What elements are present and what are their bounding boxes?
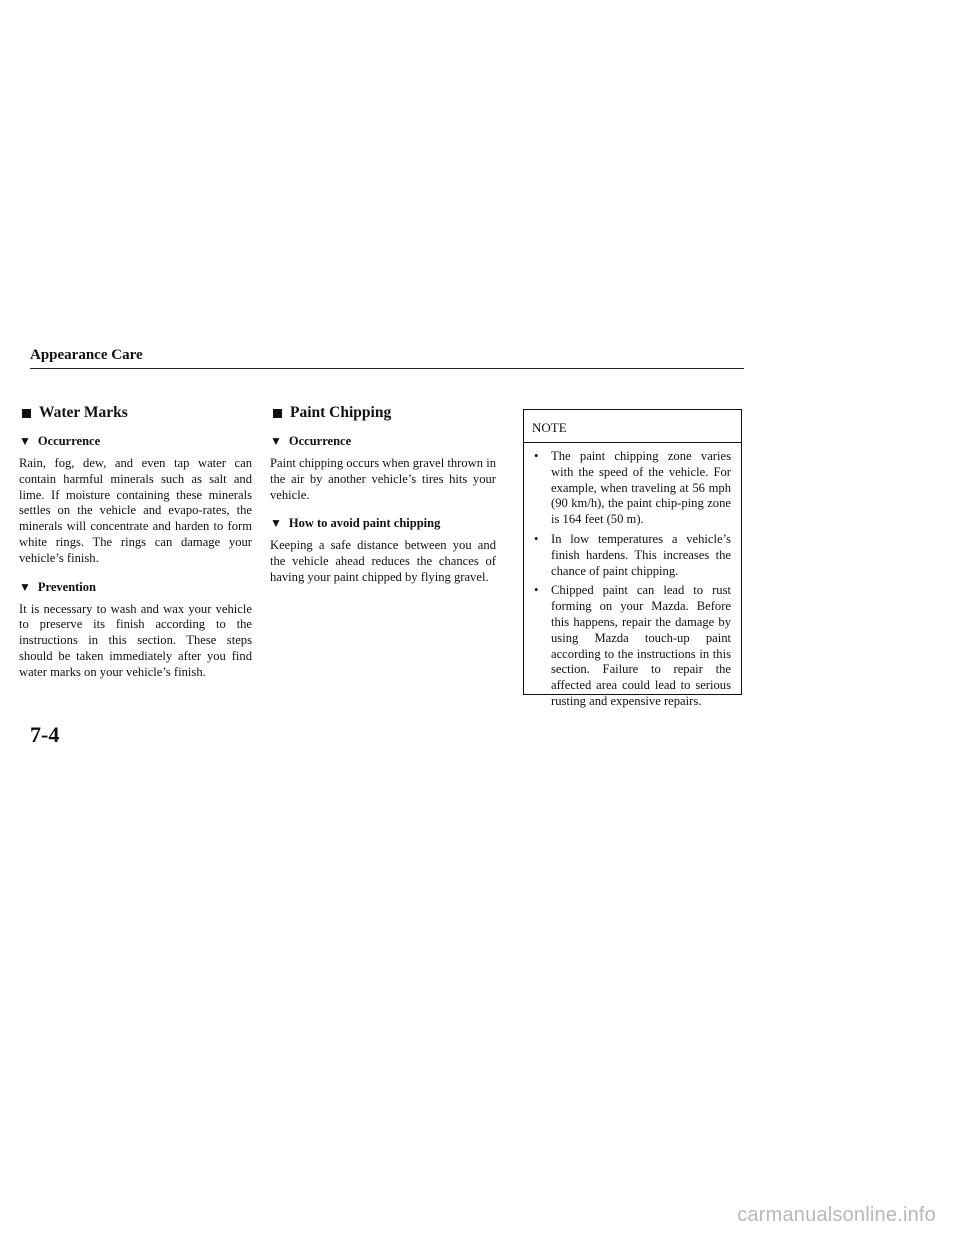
paint-chipping-column <box>270 404 496 599</box>
triangle-down-icon: ▼ <box>19 579 31 594</box>
square-bullet-icon <box>22 409 31 418</box>
triangle-down-icon: ▼ <box>19 434 31 448</box>
water-marks-column <box>19 404 252 694</box>
water-marks-occurrence-heading-text: Occurrence <box>37 434 101 448</box>
paint-chipping-avoid-heading <box>270 516 496 531</box>
note-list <box>524 443 741 710</box>
note-box <box>523 409 742 708</box>
note-item <box>532 449 731 528</box>
water-marks-occurrence-heading <box>19 434 252 449</box>
section-title: Appearance Care <box>30 347 143 363</box>
bullet-icon: • <box>534 449 539 463</box>
paint-chipping-avoid-heading-text: How to avoid paint chipping <box>288 516 441 531</box>
bullet-icon: • <box>534 531 539 546</box>
water-marks-heading-text: Water Marks <box>39 404 128 421</box>
water-marks-heading <box>19 404 252 422</box>
triangle-down-icon: ▼ <box>270 434 282 448</box>
note-item-text: Chipped paint can lead to rust forming on your Mazda. Before this happens, repair the damage by using Mazda touch-up paint according to the instructions in this section. Failure to repair the affected area could lead to serious rusting and expensive repairs. <box>551 583 731 708</box>
note-item <box>532 532 731 579</box>
note-item <box>532 583 731 709</box>
bullet-icon: • <box>534 583 539 598</box>
page-number: 7-4 <box>30 722 60 747</box>
paint-chipping-heading-text: Paint Chipping <box>290 404 392 421</box>
paint-chipping-heading <box>270 404 496 422</box>
water-marks-prevention-text: It is necessary to wash and wax your vehicle to preserve its finish according to the instructions in this section. These steps should be taken immediately after you find water marks on your vehicle’s finish. <box>19 601 252 679</box>
water-marks-occurrence-text: Rain, fog, dew, and even tap water can contain harmful minerals such as salt and lime. If moisture containing these minerals settles on the vehicle and evapo-rates, the minerals will concentrate and harden to form white rings. The rings can damage your vehicle’s finish. <box>19 456 252 565</box>
note-item-text: In low temperatures a vehicle’s finish hardens. This increases the chance of paint chipping. <box>551 531 731 578</box>
paint-chipping-occurrence-heading <box>270 434 496 449</box>
triangle-down-icon: ▼ <box>270 516 282 531</box>
paint-chipping-avoid-text: Keeping a safe distance between you and the vehicle ahead reduces the chances of having your paint chipped by flying gravel. <box>270 538 496 584</box>
note-item-text: The paint chipping zone varies with the speed of the vehicle. For example, when traveling at 56 mph (90 km/h), the paint chip-ping zone is 164 feet (50 m). <box>551 449 731 527</box>
watermark: carmanualsonline.info <box>737 1204 936 1226</box>
note-title: NOTE <box>524 410 741 443</box>
paint-chipping-occurrence-heading-text: Occurrence <box>288 434 352 448</box>
water-marks-prevention-heading <box>19 580 252 595</box>
paint-chipping-occurrence-text: Paint chipping occurs when gravel thrown in the air by another vehicle’s tires hits your vehicle. <box>270 456 496 502</box>
section-header <box>30 346 744 369</box>
square-bullet-icon <box>273 409 282 418</box>
water-marks-prevention-heading-text: Prevention <box>37 579 96 594</box>
